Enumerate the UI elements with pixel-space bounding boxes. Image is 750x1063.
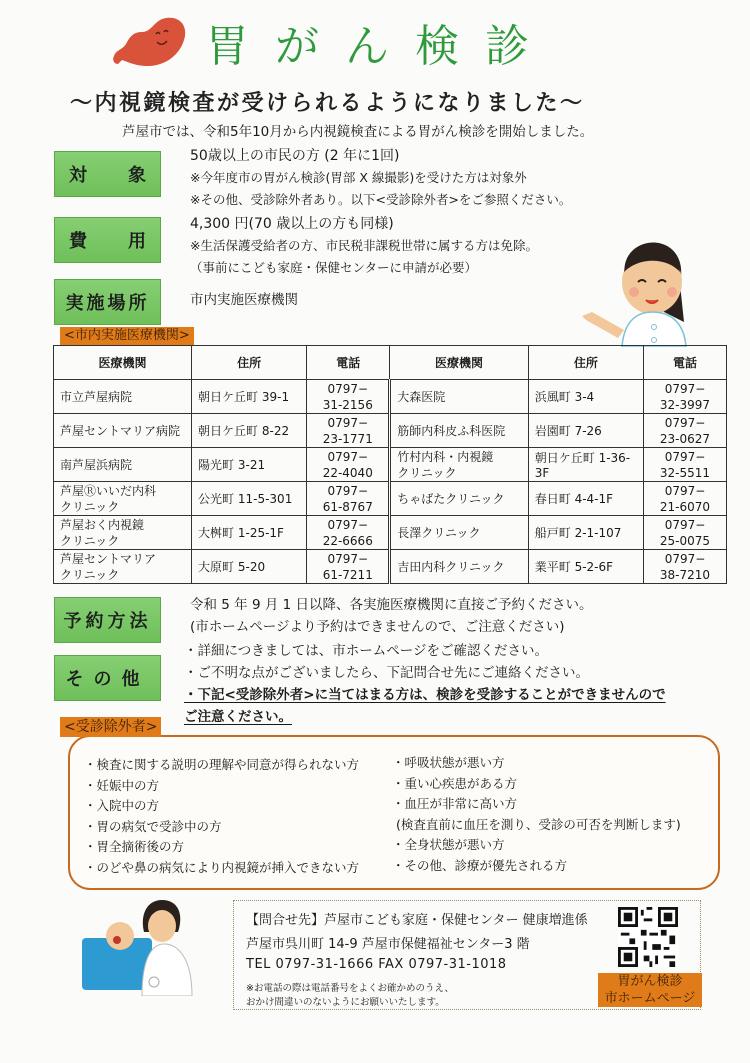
clinic-name [54, 380, 192, 414]
clinic-phone-line: 32-5511 [659, 465, 711, 480]
qr-label-line: 胃がん検診 [617, 974, 683, 989]
table-row [54, 482, 727, 516]
clinic-address: 浜風町 3-4 [528, 380, 643, 414]
clinic-phone [643, 516, 726, 550]
other-line-warning: ご注意ください。 [184, 709, 292, 725]
clinic-name [54, 482, 192, 516]
header-clinic: 医療機関 [390, 346, 528, 380]
cost-line: （事前にこども家庭・保健センターに申請が必要） [190, 260, 478, 275]
contact-heading: 【問合せ先】芦屋市こども家庭・保健センター 健康増進係 [246, 913, 588, 928]
table-row [54, 380, 727, 414]
table-row [54, 516, 727, 550]
exclusion-item: ・その他、診療が優先される方 [392, 857, 568, 873]
clinic-phone [643, 414, 726, 448]
clinic-phone [307, 516, 390, 550]
clinic-name-line: 筋師内科皮ふ科医院 [397, 423, 506, 438]
clinic-name [390, 550, 528, 584]
exclusions-box [68, 735, 720, 890]
clinic-phone [307, 448, 390, 482]
target-label-char-2: 象 [128, 165, 146, 186]
page-subtitle: 〜内視鏡検査が受けられるようになりました〜 [70, 91, 585, 116]
reservation-info [190, 594, 593, 638]
doctor-patient-illustration [82, 898, 197, 996]
clinic-phone-line: 0797− [327, 517, 369, 532]
clinic-name [390, 414, 528, 448]
clinic-phone-line: 32-3997 [659, 397, 711, 412]
clinic-name [54, 550, 192, 584]
clinic-address: 大原町 5-20 [192, 550, 307, 584]
header-phone: 電話 [307, 346, 390, 380]
clinic-phone-line: 0797− [664, 517, 706, 532]
qr-code[interactable] [618, 907, 678, 967]
venue-text: 市内実施医療機関 [190, 292, 298, 308]
stomach-mascot-illustration [108, 14, 190, 72]
contact-box [233, 900, 701, 1010]
contact-tel-fax: TEL 0797-31-1666 FAX 0797-31-1018 [246, 957, 507, 972]
other-label: その他 [54, 655, 161, 701]
other-info [184, 640, 666, 728]
clinic-phone-line: 0797− [327, 449, 369, 464]
clinic-name-line: 長澤クリニック [397, 525, 481, 540]
clinic-name [390, 448, 528, 482]
cost-info [190, 213, 538, 279]
cost-label-char-1: 費 [69, 231, 87, 252]
clinic-name-line: 芦屋おく内視鏡 [60, 517, 145, 532]
clinic-phone-line: 21-6070 [659, 499, 711, 514]
other-line: ・詳細につきましては、市ホームページをご確認ください。 [184, 643, 548, 659]
clinic-phone-line: 22-4040 [322, 465, 373, 480]
exclusions-left-list [84, 755, 359, 878]
exclusion-item: ・重い心疾患がある方 [392, 775, 518, 791]
clinic-phone [307, 550, 390, 584]
target-line: ※その他、受診除外者あり。以下<受診除外者>をご参照ください。 [190, 192, 572, 207]
clinic-address: 朝日ケ丘町 8-22 [192, 414, 307, 448]
clinic-name-line: クリニック [60, 499, 120, 514]
cost-line: ※生活保護受給者の方、市民税非課税世帯に属する方は免除。 [190, 238, 538, 253]
clinic-name [390, 380, 528, 414]
clinic-phone-line: 0797− [327, 381, 369, 396]
clinic-address: 大桝町 1-25-1F [192, 516, 307, 550]
exclusion-item: (検査直前に血圧を測り、受診の可否を判断します) [396, 816, 681, 832]
contact-note: ※お電話の際は電話番号をよくお確かめのうえ、 [246, 983, 455, 994]
table-row [54, 550, 727, 584]
clinic-phone [643, 380, 726, 414]
table-row [54, 414, 727, 448]
clinic-phone-line: 0797− [664, 551, 706, 566]
clinic-phone-line: 0797− [664, 483, 706, 498]
clinic-address: 岩園町 7-26 [528, 414, 643, 448]
clinic-name-line: 大森医院 [397, 389, 446, 404]
clinic-name-line: クリニック [60, 567, 120, 582]
target-info [190, 145, 571, 211]
intro-text: 芦屋市では、令和5年10月から内視鏡検査による胃がん検診を開始しました。 [122, 124, 594, 140]
clinic-address: 陽光町 3-21 [192, 448, 307, 482]
cost-label-char-2: 用 [128, 231, 146, 252]
clinic-name [390, 482, 528, 516]
exclusion-item: ・妊娠中の方 [84, 777, 160, 793]
clinic-name [390, 516, 528, 550]
clinic-name-line: 芦屋セントマリア [60, 551, 157, 566]
qr-label [598, 973, 702, 1007]
clinic-phone-line: 61-8767 [322, 499, 373, 514]
clinic-phone-line: 38-7210 [659, 567, 711, 582]
table-header-row [54, 346, 727, 380]
clinic-name-line: ちゃばたクリニック [397, 491, 505, 506]
clinic-name-line: クリニック [397, 465, 457, 480]
clinic-address: 春日町 4-4-1F [528, 482, 643, 516]
exclusion-item: ・胃の病気で受診中の方 [84, 818, 222, 834]
clinic-phone [643, 550, 726, 584]
cost-label [54, 217, 161, 263]
header-clinic: 医療機関 [54, 346, 192, 380]
header-address: 住所 [192, 346, 307, 380]
clinic-phone [307, 414, 390, 448]
clinic-phone-line: 0797− [327, 551, 369, 566]
contact-address: 芦屋市呉川町 14-9 芦屋市保健福祉センター3 階 [246, 937, 530, 952]
reservation-line: 令和 5 年 9 月 1 日以降、各実施医療機関に直接ご予約ください。 [190, 597, 593, 613]
clinic-phone-line: 22-6666 [322, 533, 373, 548]
clinic-phone-line: 25-0075 [659, 533, 711, 548]
clinic-phone-line: 0797− [664, 415, 706, 430]
clinic-phone-line: 23-0627 [659, 431, 711, 446]
clinic-name-line: クリニック [60, 533, 120, 548]
nurse-illustration [572, 212, 722, 347]
clinic-phone-line: 0797− [664, 449, 706, 464]
clinic-phone [307, 482, 390, 516]
other-line-warning: ・下記<受診除外者>に当てはまる方は、検診を受診することができませんので [184, 687, 666, 703]
contact-note: おかけ間違いのないようにお願いいたします。 [246, 997, 445, 1008]
exclusion-item: ・のどや鼻の病気により内視鏡が挿入できない方 [84, 859, 360, 875]
clinic-name-line: 吉田内科クリニック [397, 559, 505, 574]
clinic-address: 朝日ケ丘町 39-1 [192, 380, 307, 414]
clinic-phone-line: 0797− [327, 415, 369, 430]
clinics-tag: <市内実施医療機関> [60, 327, 194, 345]
target-line: ※今年度市の胃がん検診(胃部 X 線撮影)を受けた方は対象外 [190, 170, 527, 185]
target-label [54, 151, 161, 197]
target-line: 50歳以上の市民の方 (2 年に1回) [190, 148, 400, 164]
clinic-name-line: 芦屋セントマリア病院 [60, 423, 181, 438]
clinic-phone-line: 31-2156 [322, 397, 373, 412]
clinic-name-line: 市立芦屋病院 [60, 389, 133, 404]
exclusion-item: ・血圧が非常に高い方 [392, 796, 518, 811]
clinic-name-line: 芦屋Ⓡいいだ内科 [60, 483, 157, 498]
clinic-phone [643, 448, 726, 482]
header-address: 住所 [528, 346, 643, 380]
clinic-name [54, 516, 192, 550]
page-title: 胃がん検診 [205, 21, 555, 72]
clinic-address: 業平町 5-2-6F [528, 550, 643, 584]
exclusions-tag: <受診除外者> [60, 717, 161, 737]
qr-label-line: 市ホームページ [604, 991, 696, 1006]
reservation-label: 予約方法 [54, 597, 161, 643]
exclusion-item: ・入院中の方 [84, 798, 160, 813]
clinic-address: 船戸町 2-1-107 [528, 516, 643, 550]
exclusion-item: ・検査に関する説明の理解や同意が得られない方 [84, 757, 360, 772]
exclusion-item: ・全身状態が悪い方 [392, 837, 505, 852]
other-line: ・ご不明な点がございましたら、下記問合せ先にご連絡ください。 [184, 665, 589, 681]
header-phone: 電話 [643, 346, 726, 380]
exclusion-item: ・胃全摘術後の方 [84, 839, 185, 854]
clinic-phone-line: 61-7211 [322, 567, 373, 582]
clinic-name-line: 南芦屋浜病院 [60, 457, 133, 472]
target-label-char-1: 対 [69, 165, 87, 186]
venue-label: 実施場所 [54, 279, 161, 325]
exclusions-right-list [392, 753, 681, 876]
clinic-address: 公光町 11-5-301 [192, 482, 307, 516]
clinic-phone-line: 0797− [327, 483, 369, 498]
clinic-name [54, 448, 192, 482]
clinic-address: 朝日ケ丘町 1-36-3F [528, 448, 643, 482]
table-row [54, 448, 727, 482]
clinic-name-line: 竹村内科・内視鏡 [397, 449, 494, 464]
clinic-phone-line: 0797− [664, 381, 706, 396]
reservation-line: (市ホームページより予約はできませんので、ご注意ください) [190, 619, 565, 635]
clinic-name [54, 414, 192, 448]
exclusion-item: ・呼吸状態が悪い方 [392, 755, 505, 770]
clinic-phone [307, 380, 390, 414]
clinic-phone [643, 482, 726, 516]
clinics-table [53, 345, 727, 584]
clinic-phone-line: 23-1771 [322, 431, 373, 446]
cost-line: 4,300 円(70 歳以上の方も同様) [190, 216, 394, 232]
